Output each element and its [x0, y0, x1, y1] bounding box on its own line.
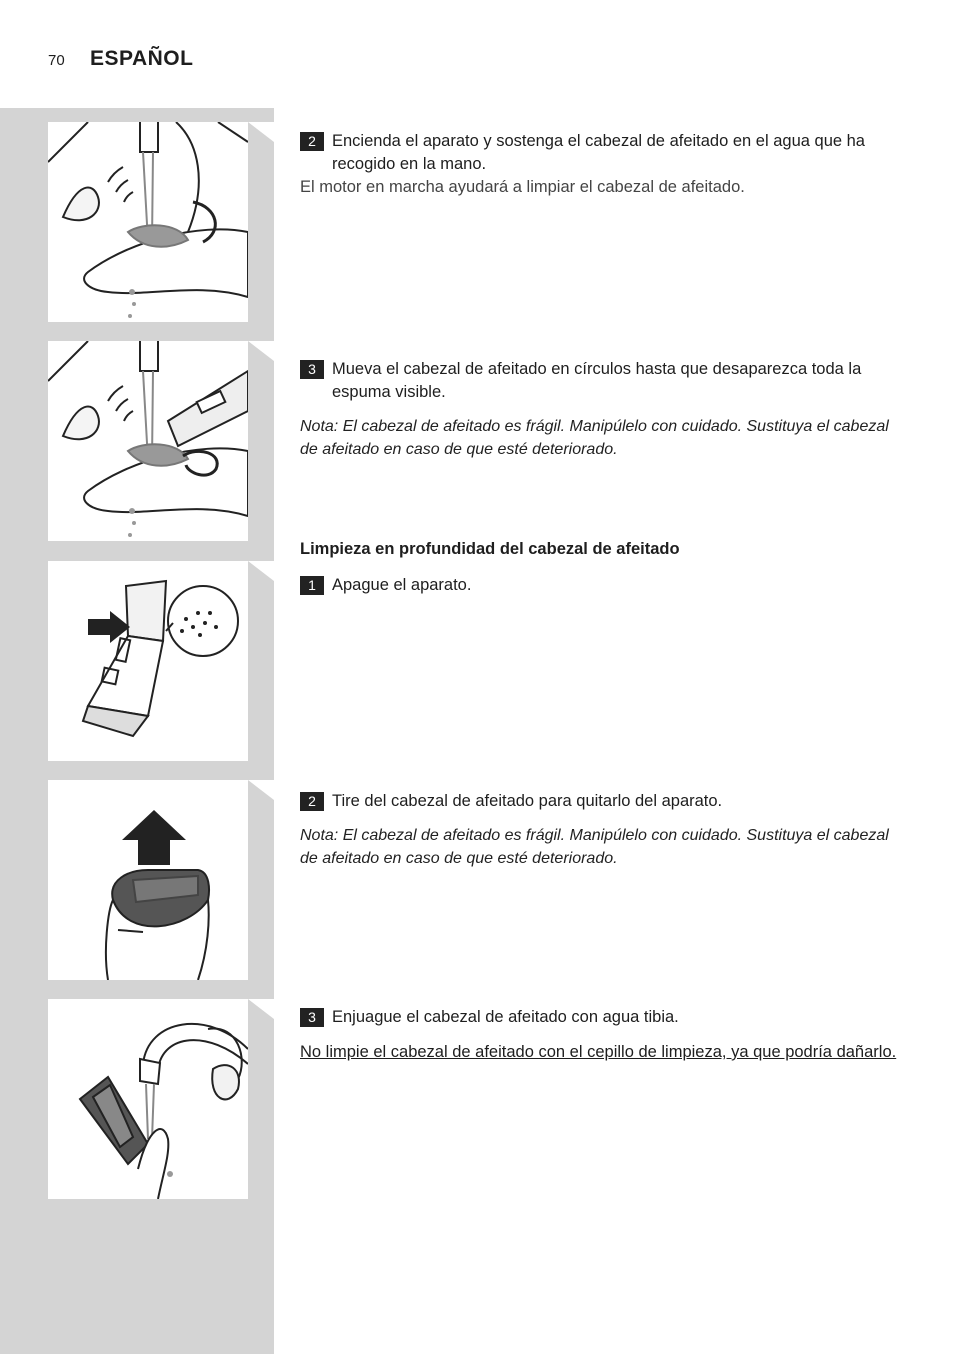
figure-pointer — [248, 999, 274, 1019]
deep-cleaning-heading: Limpieza en profundidad del cabezal de afeitado — [300, 540, 680, 558]
figure-pointer — [248, 122, 274, 142]
step-text: Encienda el aparato y sostenga el cabezal de afeitado en el agua que ha recogido en la mano. — [332, 132, 865, 173]
step-number: 1 — [300, 576, 324, 595]
section-title: ESPAÑOL — [90, 47, 194, 70]
step-number: 2 — [300, 132, 324, 151]
figure-pointer — [248, 780, 274, 800]
step-number: 3 — [300, 1008, 324, 1027]
figure-pointer — [248, 561, 274, 581]
step-turn-on-rinse — [300, 130, 900, 176]
step-switch-off — [300, 574, 900, 597]
figure-pointer — [248, 341, 274, 361]
remove-shaving-head-icon — [48, 780, 248, 980]
warning-text: No limpie el cabezal de afeitado con el cepillo de limpieza, ya que podría dañarlo. — [300, 1043, 897, 1061]
step-text: Enjuague el cabezal de afeitado con agua tibia. — [332, 1008, 679, 1026]
step-rinse-warm-water — [300, 1006, 900, 1029]
figure-switch-off — [48, 561, 248, 761]
figure-rinse-running — [48, 122, 248, 322]
step-pull-head — [300, 790, 900, 813]
page-number: 70 — [48, 52, 65, 69]
fragile-note: Nota: El cabezal de afeitado es frágil. Manipúlelo con cuidado. Sustituya el cabezal de afeitado en caso de que esté deteriorado. — [300, 418, 889, 458]
step-text: Tire del cabezal de afeitado para quitarlo del aparato. — [332, 792, 723, 810]
fragile-note: Nota: El cabezal de afeitado es frágil. Manipúlelo con cuidado. Sustituya el cabezal de afeitado en caso de que esté deteriorado. — [300, 827, 889, 867]
rinse-under-tap-running-icon — [48, 122, 248, 322]
step-number: 3 — [300, 360, 324, 379]
figure-rinse-circles — [48, 341, 248, 541]
rinse-circular-motion-icon — [48, 341, 248, 541]
figure-remove-head — [48, 780, 248, 980]
step-number: 2 — [300, 792, 324, 811]
step-text: Apague el aparato. — [332, 576, 472, 594]
step-text: Mueva el cabezal de afeitado en círculos hasta que desaparezca toda la espuma visible. — [332, 360, 862, 401]
step-description: El motor en marcha ayudará a limpiar el cabezal de afeitado. — [300, 178, 745, 196]
rinse-shaving-head-icon — [48, 999, 248, 1199]
shaver-off-button-icon — [48, 561, 248, 761]
figure-rinse-head — [48, 999, 248, 1199]
cleaning-brush-warning — [300, 1041, 905, 1064]
step-move-circles — [300, 358, 900, 404]
